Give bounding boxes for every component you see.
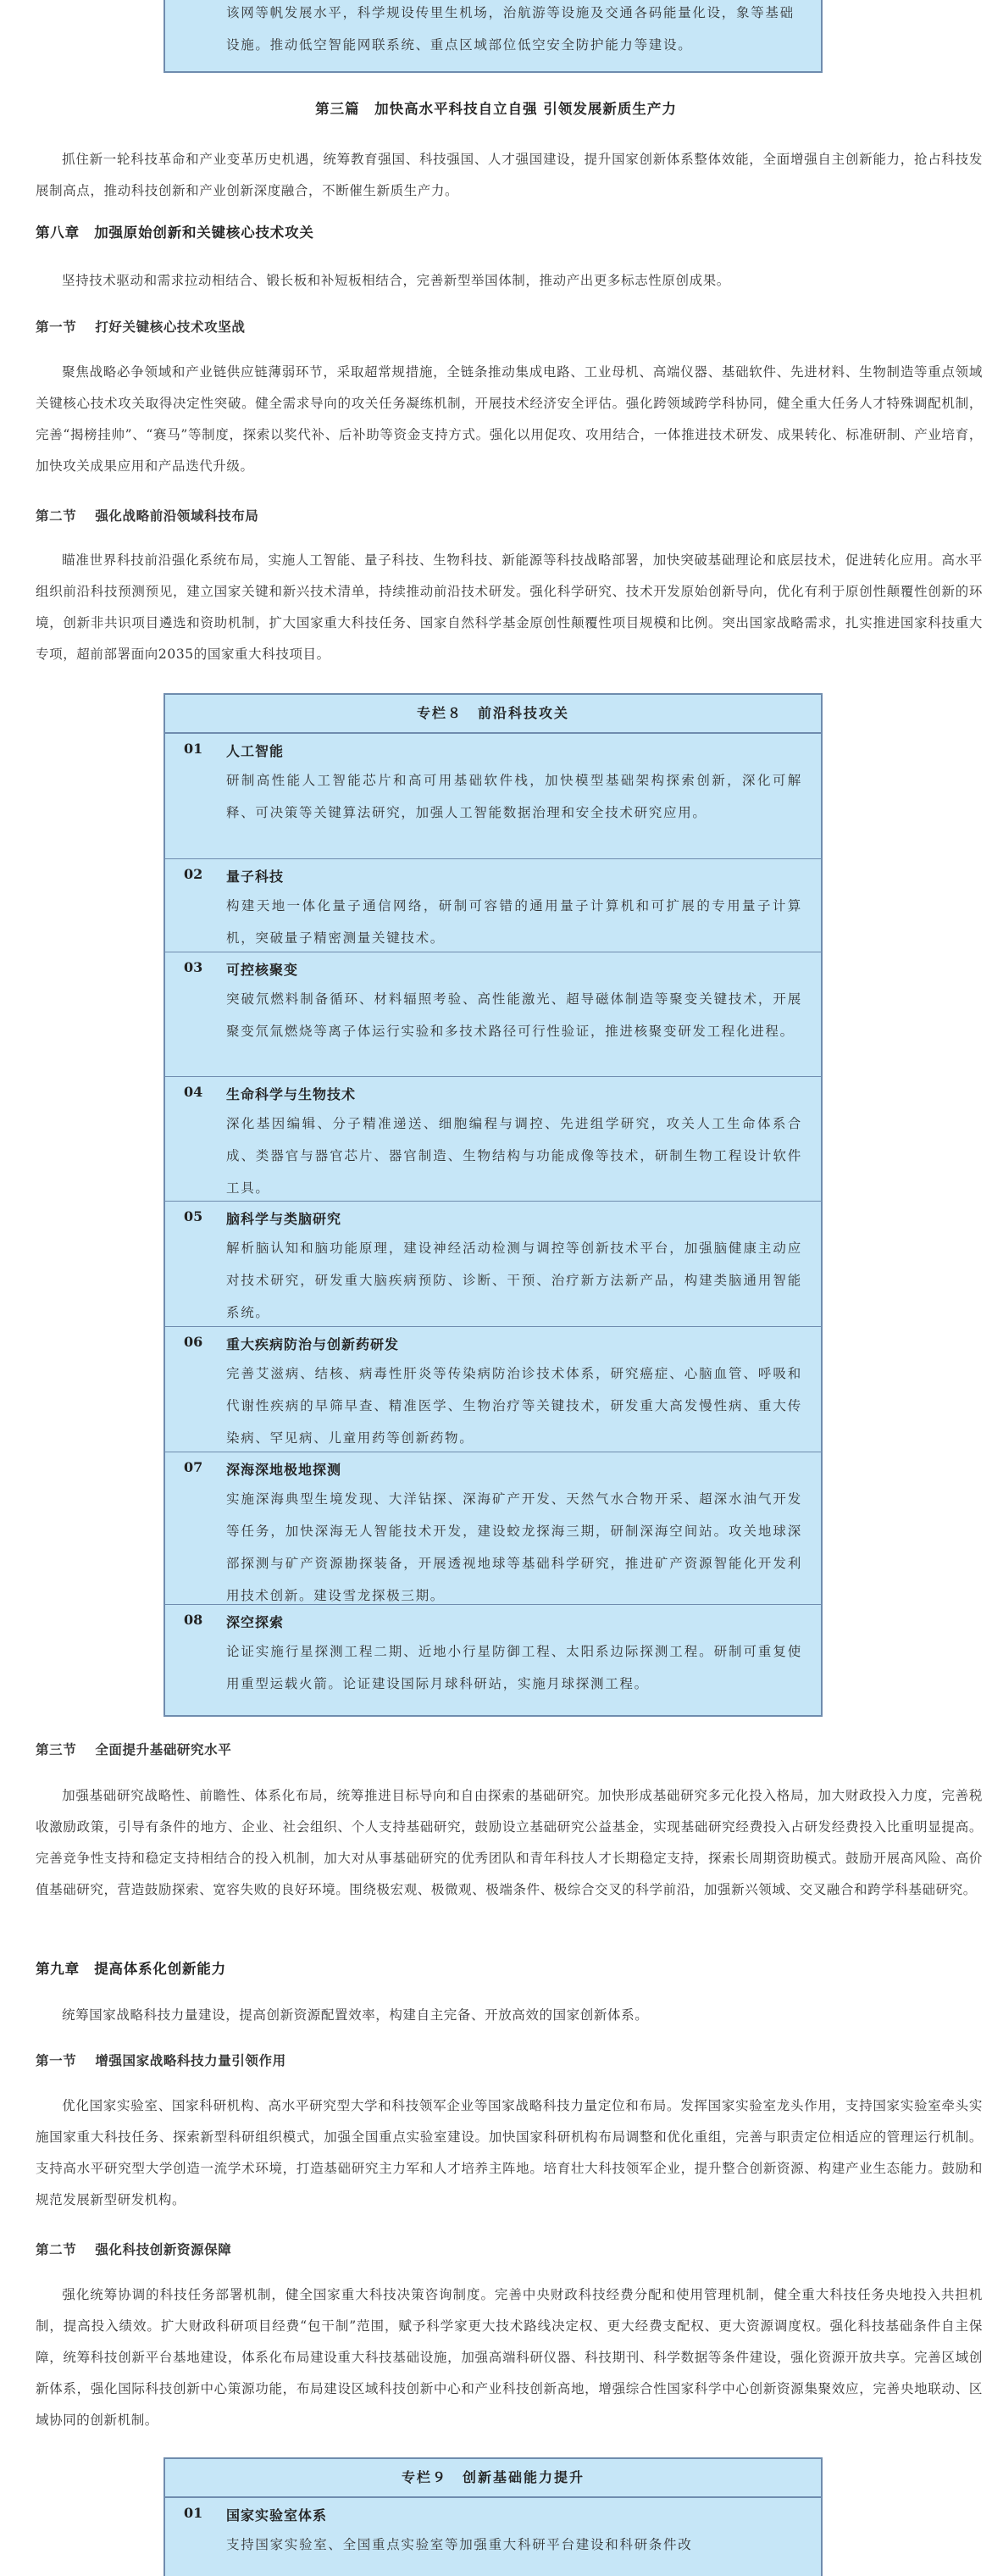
item-description: 解析脑认知和脑功能原理，建设神经活动检测与调控等创新技术平台，加强脑健康主动应对技术研究，研发重大脑疾病预防、诊断、干预、治疗新方法新产品，构建类脑通用智能系统。 [226,1241,802,1320]
chapter-9-title: 第九章 提高体系化创新能力 [36,1961,226,1977]
item-name: 深空探索 [226,1614,285,1630]
section-label: 第一节 [36,319,77,335]
section-paragraph [36,2090,983,2216]
chapter-9-intro-text: 统筹国家战略科技力量建设，提高创新资源配置效率，构建自主完备、开放高效的国家创新体系。 [62,2007,649,2023]
part-title: 第三篇 加快高水平科技自立自强 引领发展新质生产力 [315,101,677,117]
feature-box-heading: 创新基础能力提升 [463,2469,585,2485]
section-paragraph [36,357,983,482]
feature-item [165,1327,821,1452]
section-title: 强化战略前沿领域科技布局 [95,508,259,524]
feature-item [165,1452,821,1605]
previous-box-tail [163,0,823,73]
feature-box-label: 专栏８ [416,705,463,721]
section-paragraph [36,1780,983,1906]
chapter-9-intro [36,2000,983,2031]
section-paragraph [36,545,983,670]
feature-box-label: 专栏９ [401,2469,447,2485]
section-paragraph [36,2279,983,2436]
chapter-8-intro-text: 坚持技术驱动和需求拉动相结合、锻长板和补短板相结合，完善新型举国体制，推动产出更多标志性原创成果。 [62,273,730,288]
feature-box-title [165,2459,821,2498]
item-name: 生命科学与生物技术 [226,1086,357,1102]
section-label: 第一节 [36,2052,77,2068]
section-heading [36,2051,286,2069]
item-number: 05 [184,1208,203,1224]
section-paragraph-text: 优化国家实验室、国家科研机构、高水平研究型大学和科技领军企业等国家战略科技力量定位和布局。发挥国家实验室龙头作用，支持国家实验室牵头实施国家重大科技任务、探索新型科研组织模式，加强全国重点实验室建设。加快国家科研机构布局调整和优化重组，完善与职责定位相适应的管理运行机制。支持高水平研究型大学创造一流学术环境，打造基础研究主力军和人才培养主阵地。培育壮大科技领军企业，提升整合创新资源、构建产业生态能力。鼓励和规范发展新型研发机构。 [36,2098,983,2207]
item-name: 量子科技 [226,869,285,885]
item-description: 构建天地一体化量子通信网络，研制可容错的通用量子计算机和可扩展的专用量子计算机，突破量子精密测量关键技术。 [226,898,802,946]
item-name: 可控核聚变 [226,962,299,978]
item-description: 完善艾滋病、结核、病毒性肝炎等传染病防治诊技术体系，研究癌症、心脑血管、呼吸和代谢性疾病的早筛早查、精准医学、生物治疗等关键技术，研发重大高发慢性病、重大传染病、罕见病、儿童用药等创新药物。 [226,1366,802,1446]
section-heading [36,1740,231,1758]
section-paragraph-text: 加强基础研究战略性、前瞻性、体系化布局，统筹推进目标导向和自由探索的基础研究。加快形成基础研究多元化投入格局，加大财政投入力度，完善税收激励政策，引导有条件的地方、企业、社会组织、个人支持基础研究，鼓励设立基础研究公益基金，实现基础研究经费投入占研发经费投入比重明显提高。完善竞争性支持和稳定支持相结合的投入机制，加大对从事基础研究的优秀团队和青年科技人才长期稳定支持，探索长周期资助模式。鼓励开展高风险、高价值基础研究，营造鼓励探索、宽容失败的良好环境。围绕极宏观、极微观、极端条件、极综合交叉的科学前沿，加强新兴领域、交叉融合和跨学科基础研究。 [36,1788,983,1897]
item-number: 06 [184,1334,203,1350]
section-label: 第三节 [36,1741,77,1757]
section-title: 打好关键核心技术攻坚战 [95,319,246,335]
chapter-8-title: 第八章 加强原始创新和关键核心技术攻关 [36,225,314,241]
item-number: 03 [184,959,203,975]
feature-item [165,859,821,952]
part-intro [36,144,983,207]
section-title: 增强国家战略科技力量引领作用 [95,2052,286,2068]
item-description: 突破氘燃料制备循环、材料辐照考验、高性能激光、超导磁体制造等聚变关键技术，开展聚变氘氚燃烧等离子体运行实验和多技术路径可行性验证，推进核聚变研发工程化进程。 [226,991,802,1039]
section-title: 全面提升基础研究水平 [95,1741,232,1757]
feature-box-8 [163,693,823,1717]
item-name: 脑科学与类脑研究 [226,1211,342,1227]
chapter-8-intro [36,265,983,297]
feature-item [165,2498,821,2564]
feature-box-title [165,695,821,734]
feature-item [165,1202,821,1327]
item-description: 深化基因编辑、分子精准递送、细胞编程与调控、先进组学研究，攻关人工生命体系合成、类器官与器官芯片、器官制造、生物结构与功能成像等技术，研制生物工程设计软件工具。 [226,1116,802,1196]
item-number: 01 [184,2505,203,2521]
item-name: 国家实验室体系 [226,2507,328,2523]
item-name: 深海深地极地探测 [226,1462,342,1478]
feature-item [165,1605,821,1703]
part-intro-text: 抓住新一轮科技革命和产业变革历史机遇，统筹教育强国、科技强国、人才强国建设，提升国家创新体系整体效能，全面增强自主创新能力，抢占科技发展制高点，推动科技创新和产业创新深度融合，不断催生新质生产力。 [36,152,983,198]
section-paragraph-text: 聚焦战略必争领域和产业链供应链薄弱环节，采取超常规措施，全链条推动集成电路、工业母机、高端仪器、基础软件、先进材料、生物制造等重点领域关键核心技术攻关取得决定性突破。健全需求导向的攻关任务凝练机制，开展技术经济安全评估。强化跨领域跨学科协同，健全重大任务人才特殊调配机制，完善“揭榜挂帅”、“赛马”等制度，探索以奖代补、后补助等资金支持方式。强化以用促攻、攻用结合，一体推进技术研发、成果转化、标准研制、产业培育，加快攻关成果应用和产品迭代升级。 [36,364,983,474]
section-label: 第二节 [36,2241,77,2257]
item-name: 重大疾病防治与创新药研发 [226,1336,400,1352]
section-heading [36,506,259,525]
item-description: 研制高性能人工智能芯片和高可用基础软件栈，加快模型基础架构探索创新，深化可解释、可决策等关键算法研究，加强人工智能数据治理和安全技术研究应用。 [226,773,802,820]
item-name: 人工智能 [226,743,285,759]
feature-item [165,1077,821,1202]
section-paragraph-text: 强化统筹协调的科技任务部署机制，健全国家重大科技决策咨询制度。完善中央财政科技经费分配和使用管理机制，健全重大科技任务央地投入共担机制，提高投入绩效。扩大财政科研项目经费“包干制”范围，赋予科学家更大技术路线决定权、更大经费支配权、更大资源调度权。强化科技基础条件自主保障，统筹科技创新平台基地建设，体系化布局建设重大科技基础设施，加强高端科研仪器、科技期刊、科学数据等条件建设，强化资源开放共享。完善区域创新体系，强化国际科技创新中心策源功能，布局建设区域科技创新中心和产业科技创新高地，增强综合性国家科学中心创新资源集聚效应，完善央地联动、区域协同的创新机制。 [36,2287,983,2428]
item-number: 08 [184,1612,203,1628]
feature-box-9 [163,2457,823,2576]
section-title: 强化科技创新资源保障 [95,2241,232,2257]
item-number: 07 [184,1459,203,1475]
section-heading [36,2240,231,2258]
section-heading [36,317,245,336]
feature-box-heading: 前沿科技攻关 [478,705,570,721]
previous-box-text: 该网等帆发展水平，科学规设传里生机场，治航游等设施及交通各码能量化设，象等基础设施。推动低空智能网联系统、重点区域部位低空安全防护能力等建设。 [226,5,795,53]
item-number: 02 [184,866,203,882]
item-description: 论证实施行星探测工程二期、近地小行星防御工程、太阳系边际探测工程。研制可重复使用重型运载火箭。论证建设国际月球科研站，实施月球探测工程。 [226,1644,802,1691]
section-label: 第二节 [36,508,77,524]
feature-item [165,952,821,1077]
feature-item [165,734,821,859]
item-number: 01 [184,741,203,757]
item-description: 支持国家实验室、全国重点实验室等加强重大科研平台建设和科研条件改 [226,2537,693,2552]
section-paragraph-text: 瞄准世界科技前沿强化系统布局，实施人工智能、量子科技、生物科技、新能源等科技战略部署，加快突破基础理论和底层技术，促进转化应用。高水平组织前沿科技预测预见，建立国家关键和新兴技术清单，持续推动前沿技术研发。强化科学研究、技术开发原始创新导向，优化有利于原创性颠覆性创新的环境，创新非共识项目遴选和资助机制，扩大国家重大科技任务、国家自然科学基金原创性颠覆性项目规模和比例。突出国家战略需求，扎实推进国家科技重大专项，超前部署面向2035的国家重大科技项目。 [36,552,983,662]
item-number: 04 [184,1084,203,1100]
item-description: 实施深海典型生境发现、大洋钻探、深海矿产开发、天然气水合物开采、超深水油气开发等任务，加快深海无人智能技术开发，建设蛟龙探海三期，研制深海空间站。攻关地球深部探测与矿产资源勘探装备，开展透视地球等基础科学研究，推进矿产资源智能化开发利用技术创新。建设雪龙探极三期。 [226,1491,802,1603]
